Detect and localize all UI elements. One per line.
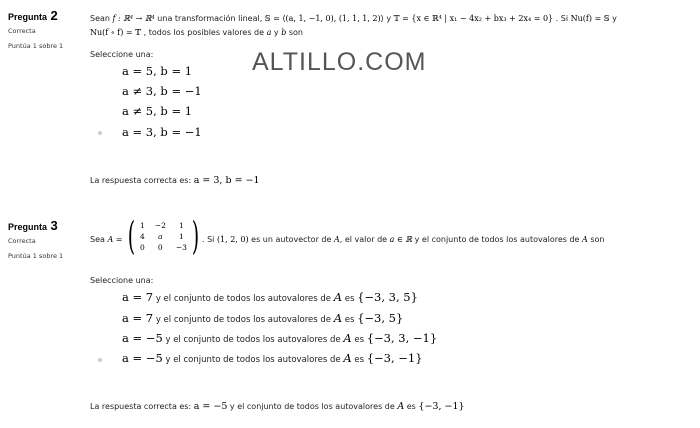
question-3-info — [8, 218, 63, 260]
q2-option-2[interactable]: a ≠ 3, b = −1 — [122, 84, 202, 98]
q2-option-4[interactable]: a = 3, b = −1 — [122, 125, 202, 139]
matrix-A: ( 1 −2 1 4 a 1 0 0 −3 ) — [127, 214, 200, 258]
question-status: Correcta — [8, 237, 36, 245]
question-score: Puntúa 1 sobre 1 — [8, 42, 64, 50]
select-one-label: Seleccione una: — [90, 276, 154, 285]
q2-option-4-radio[interactable] — [98, 131, 102, 135]
q3-option-2[interactable]: a = 7 y el conjunto de todos los autovalores de A es {−3, 5} — [122, 311, 404, 325]
question-number: Pregunta 2 — [8, 8, 58, 23]
q3-correct-answer: La respuesta correcta es: a = −5 y el conjunto de todos los autovalores de A es {−3, −1} — [90, 401, 465, 412]
watermark-text: ALTILLO.COM — [252, 48, 427, 76]
question-score: Puntúa 1 sobre 1 — [8, 252, 64, 260]
q3-option-1[interactable]: a = 7 y el conjunto de todos los autovalores de A es {−3, 3, 5} — [122, 290, 418, 304]
q2-correct-answer: La respuesta correcta es: a = 3, b = −1 — [90, 175, 260, 186]
q3-option-4-radio[interactable] — [98, 358, 102, 362]
q3-option-3[interactable]: a = −5 y el conjunto de todos los autovalores de A es {−3, 3, −1} — [122, 331, 438, 345]
question-2-stem: Sean f : ℝ⁴ → ℝ⁴ una transformación lineal, 𝕊 = ⟨(a, 1, −1, 0), (1, 1, 1, 2)⟩ y 𝕋 = {x ∈ ℝ⁴ | x₁ − 4x₂ + bx₃ + 2x₄ = 0} . Si Nu(f) = 𝕊 y Nu(f ∘ f) = 𝕋 , todos los posibles valores de a y b son — [90, 14, 617, 37]
question-2-info — [8, 8, 63, 50]
question-number: Pregunta 3 — [8, 218, 58, 233]
q2-option-1[interactable]: a = 5, b = 1 — [122, 64, 193, 78]
question-status: Correcta — [8, 27, 36, 35]
select-one-label: Seleccione una: — [90, 50, 154, 59]
q2-option-3[interactable]: a ≠ 5, b = 1 — [122, 104, 193, 118]
question-3-stem: Sea A = ( 1 −2 1 4 a 1 0 0 −3 ) . Si (1, 2, 0) es un autovector de A, el valor de a ∈ ℝ y el conjunto de todos los autovalores de A son — [90, 214, 605, 258]
q3-option-4[interactable]: a = −5 y el conjunto de todos los autovalores de A es {−3, −1} — [122, 351, 423, 365]
